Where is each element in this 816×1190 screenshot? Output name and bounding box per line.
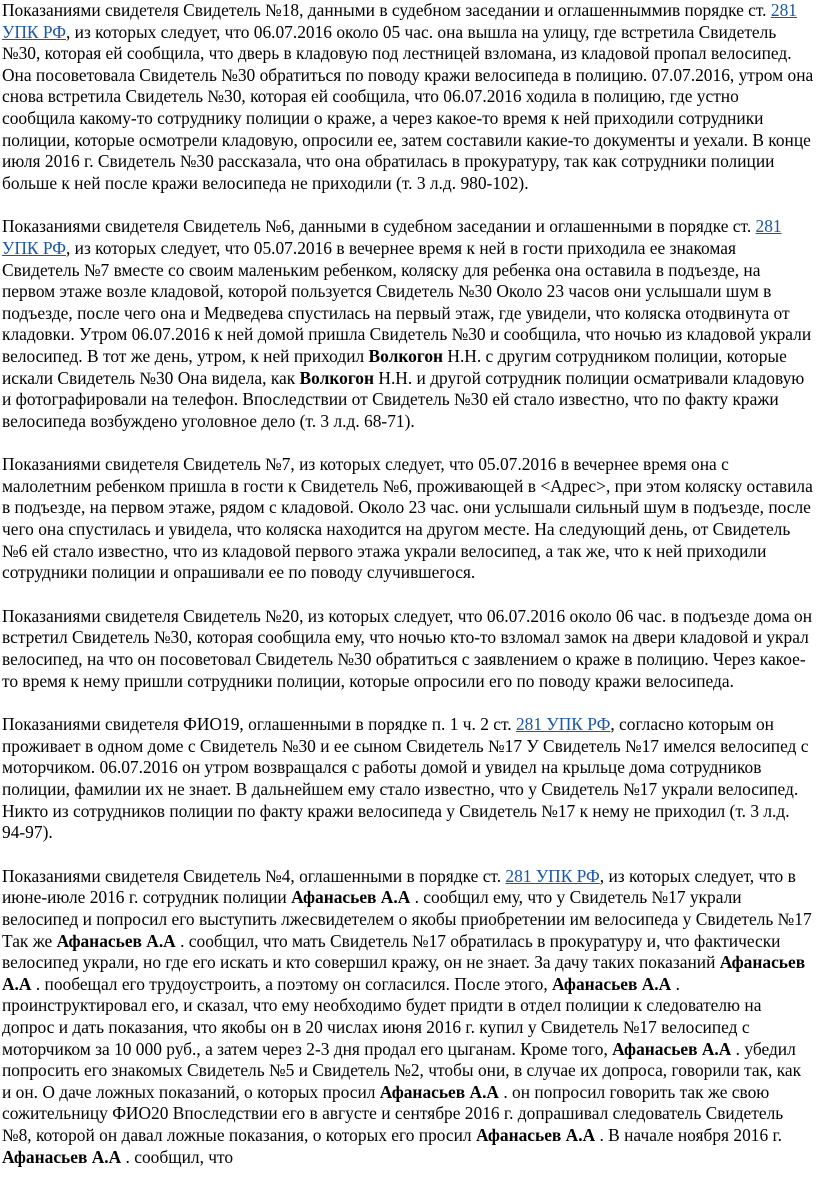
paragraph-p5 — [2, 714, 814, 844]
paragraph-text: , из которых следует, что в июне-июле 2016 г. сотрудник полиции — [2, 865, 796, 908]
paragraph-p6 — [2, 866, 814, 1168]
paragraph-p4 — [2, 606, 814, 692]
person-name-bold: Афанасьев А.А — [291, 887, 411, 908]
paragraph-p1 — [2, 0, 814, 194]
person-name-bold: Афанасьев А.А — [475, 1124, 596, 1145]
law-article-link[interactable]: 281 УПК РФ — [515, 714, 611, 735]
paragraph-text: Н.Н. и другой сотрудник полиции осматривали кладовую и фотографировали на телефон. Впоследствии от Свидетель №30 ей стало известно, что по факту кражи велосипеда возбуждено уголовное дело (т. 3 л.д. 68-71). — [2, 367, 805, 431]
person-name-bold: Афанасьев А.А — [552, 973, 672, 994]
document-page — [2, 0, 814, 1190]
paragraph-text: Показаниями свидетеля ФИО19, оглашенными в порядке п. 1 ч. 2 ст. — [2, 714, 516, 735]
person-name-bold: Волкогон — [368, 345, 444, 366]
person-name-bold: Афанасьев А.А — [612, 1038, 732, 1059]
paragraph-p2 — [2, 216, 814, 432]
paragraph-text: . убедил попросить его знакомых Свидетель №5 и Свидетель №2, чтобы они, в случае их допроса, говорили так, как и он. О даче ложных показаний, о которых просил — [2, 1038, 802, 1102]
paragraph-text: . сообщил ему, что у Свидетель №17 украли велосипед и попросил его выступить лжесвидетелем о якобы приобретении им велосипеда у Свидетель №17 Так же — [2, 887, 812, 951]
paragraph-text: . В начале ноября 2016 г. — [595, 1124, 783, 1145]
person-name-bold: Волкогон — [299, 367, 375, 388]
paragraph-text: , из которых следует, что 06.07.2016 около 05 час. она вышла на улицу, где встретила Свидетель №30, которая ей сообщила, что дверь в кладовую под лестницей взломана, из кладовой пропал велосипед. Она посоветовала Свидетель №30 обратиться по поводу кражи велосипеда в полицию. 07.07.2016, утром она снова встретила Свидетель №30, которая ей сообщила, что 06.07.2016 ходила в полицию, где устно сообщила какому-то сотруднику полиции о краже, а через какое-то время к ней приходили сотрудники полиции, которые осмотрели кладовую, опросили ее, затем составили какие-то документы и уехали. В конце июля 2016 г. Свидетель №30 рассказала, что она обратилась в прокуратуру, так как сотрудники полиции больше к ней после кражи велосипеда не приходили (т. 3 л.д. 980-102). — [2, 21, 814, 193]
paragraph-text: Показаниями свидетеля Свидетель №20, из которых следует, что 06.07.2016 около 06 час. в подъезде дома он встретил Свидетель №30, которая сообщила ему, что ночью кто-то взломал замок на двери кладовой и украл велосипед, на что он посоветовал Свидетель №30 обратиться с заявлением о краже в полицию. Через какое-то время к нему пришли сотрудники полиции, которые опросили его по поводу кражи велосипеда. — [2, 605, 813, 691]
paragraph-text: Показаниями свидетеля Свидетель №6, данными в судебном заседании и оглашенными в порядке ст. — [2, 216, 756, 237]
paragraph-text: . проинструктировал его, и сказал, что ему необходимо будет придти в отдел полиции к следователю на допрос и дать показания, что якобы он в 20 числах июня 2016 г. купил у Свидетель №17 велосипед с моторчиком за 10 000 руб., а затем через 2-3 дня продал его цыганам. Кроме того, — [2, 973, 762, 1059]
paragraph-text: . пообещал его трудоустроить, а поэтому он согласился. После этого, — [31, 973, 553, 994]
paragraph-text: . сообщил, что — [121, 1146, 234, 1167]
person-name-bold: Афанасьев А.А — [56, 930, 176, 951]
paragraph-text: Показаниями свидетеля Свидетель №18, данными в судебном заседании и оглашенныммив порядке ст. — [2, 0, 771, 20]
paragraph-text: , согласно которым он проживает в одном доме с Свидетель №30 и ее сыном Свидетель №17 У Свидетель №17 имелся велосипед с моторчиком. 06.07.2016 он утром возвращался с работы домой и увидел на крыльце дома сотрудников полиции, фамилии их не знает. В дальнейшем ему стало известно, что у Свидетель №17 украли велосипед. Никто из сотрудников полиции по факту кражи велосипеда у Свидетель №17 к нему не приходил (т. 3 л.д. 94-97). — [2, 714, 809, 843]
person-name-bold: Афанасьев А.А — [379, 1081, 499, 1102]
paragraph-text: Н.Н. с другим сотрудником полиции, которые искали Свидетель №30 Она видела, как — [2, 345, 787, 388]
person-name-bold: Афанасьев А.А — [2, 1146, 122, 1167]
paragraph-text: . он попросил говорить так же свою сожительницу ФИО20 Впоследствии его в августе и сентябре 2016 г. допрашивал следователь Свидетель №8, которой он давал ложные показания, о которых его просил — [2, 1081, 784, 1145]
paragraph-p3 — [2, 454, 814, 584]
law-article-link[interactable]: 281 УПК РФ — [2, 0, 797, 42]
paragraph-text: . сообщил, что мать Свидетель №17 обратилась в прокуратуру и, что фактически велосипед украли, но где его искать и кто совершил кражу, он не знает. За дачу таких показаний — [2, 930, 781, 973]
paragraph-text: , из которых следует, что 05.07.2016 в вечернее время к ней в гости приходила ее знакомая Свидетель №7 вместе со своим маленьким ребенком, коляску для ребенка она оставила в подъезде, на первом этаже возле кладовой, которой пользуется Свидетель №30 Около 23 часов они услышали шум в подъезде, после чего она и Медведева спустилась на первый этаж, где увидели, что коляска отодвинута от кладовки. Утром 06.07.2016 к ней домой пришла Свидетель №30 и сообщила, что ночью из кладовой украли велосипед. В тот же день, утром, к ней приходил — [2, 237, 812, 366]
paragraph-text: Показаниями свидетеля Свидетель №7, из которых следует, что 05.07.2016 в вечернее время она с малолетним ребенком пришла в гости к Свидетель №6, проживающей в <Адрес>, при этом коляску оставила в подъезде, на первом этаже, рядом с кладовой. Около 23 час. они услышали сильный шум в подъезде, после чего она спустилась и увидела, что коляска находится на другом месте. На следующий день, от Свидетель №6 ей стало известно, что из кладовой первого этажа украли велосипед, а так же, что к ней приходили сотрудники полиции и опрашивали ее по поводу случившегося. — [2, 454, 813, 583]
law-article-link[interactable]: 281 УПК РФ — [505, 865, 600, 886]
person-name-bold: Афанасьев А.А — [2, 952, 806, 994]
paragraph-text: Показаниями свидетеля Свидетель №4, оглашенными в порядке ст. — [2, 865, 506, 886]
law-article-link[interactable]: 281 УПК РФ — [2, 216, 782, 258]
